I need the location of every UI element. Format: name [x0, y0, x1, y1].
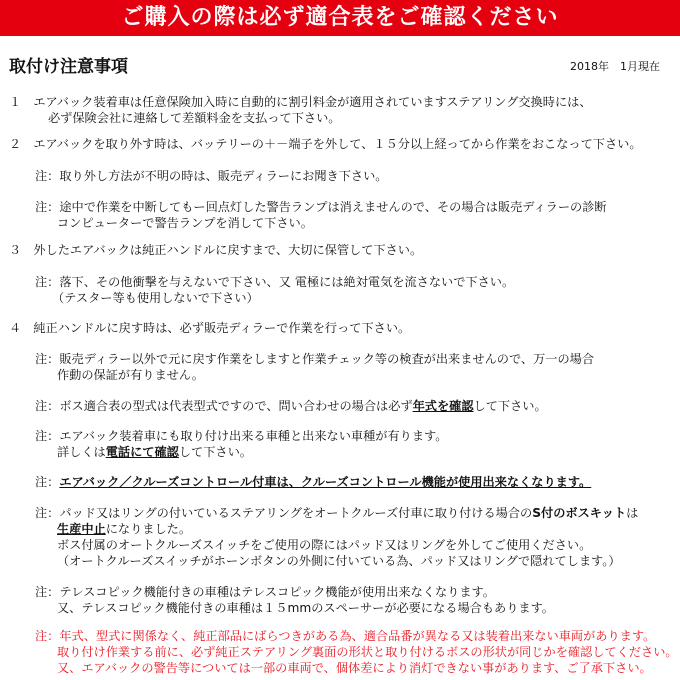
- item-3: ３ 外したエアバックは純正ハンドルに戻すまで、大切に保管して下さい。: [9, 243, 423, 257]
- item-2-note-1: 注：取り外し方法が不明の時は、販売ディラーにお聞き下さい。: [35, 169, 388, 183]
- note-text: になりました。: [105, 522, 192, 536]
- item-2: ２ エアバックを取り外す時は、バッテリーの＋－端子を外して、１５分以上経ってから作業をおこなって下さい。: [9, 137, 642, 151]
- item-4-note-6-line-2: 又、テレスコピック機能付きの車種は１５mmのスペーサーが必要になる場合もあります。: [57, 601, 554, 615]
- item-4-note-3-line-2: [57, 444, 252, 460]
- revision-date: 2018年 1月現在: [570, 60, 660, 73]
- note-text: 詳しくは: [57, 445, 106, 459]
- note-text: して下さい。: [473, 399, 547, 413]
- confirm-fitment-banner: ご購入の際は必ず適合表をご確認ください: [0, 0, 680, 36]
- item-3-note-line-1: 注：落下、その他衝撃を与えないで下さい、又 電極には絶対電気を流さないで下さい。: [35, 275, 515, 289]
- item-4: ４ 純正ハンドルに戻す時は、必ず販売ディラーで作業を行って下さい。: [9, 321, 411, 335]
- item-4-note-5-line-2: [57, 521, 191, 537]
- note-text: 注：パッド又はリングの付いているステアリングをオートクルーズ付車に取り付ける場合の: [35, 506, 533, 520]
- item-1-line-1: １ エアバック装着車は任意保険加入時に自動的に割引料金が適用されていますステアリング交換時には、: [9, 95, 592, 109]
- note-text: は: [626, 506, 639, 520]
- page-title: 取付け注意事項: [9, 57, 128, 77]
- item-4-note-4: [35, 474, 591, 490]
- note-text: 注：: [35, 475, 60, 489]
- note-text: 注：ボス適合表の型式は代表型式ですので、問い合わせの場合は必ず: [35, 399, 413, 413]
- item-4-note-6-line-1: 注：テレスコピック機能付きの車種はテレスコピック機能が使用出来なくなります。: [35, 585, 495, 599]
- red-caution-line-2: 取り付け作業する前に、必ず純正ステアリング裏面の形状と取り付けるボスの形状が同じかを確認してください。: [57, 645, 678, 659]
- item-4-note-1-line-1: 注：販売ディラー以外で元に戻す作業をしますと作業チェック等の検査が出来ませんので、万一の場合: [35, 352, 595, 366]
- item-2-note-2-line-1: 注：途中で作業を中断してもー回点灯した警告ランプは消えませんので、その場合は販売ディラーの診断: [35, 200, 607, 214]
- item-1-line-2: 必ず保険会社に連絡して差額料金を支払って下さい。: [48, 111, 341, 125]
- discontinued-emphasis: 生産中止: [57, 522, 106, 536]
- item-4-note-5-line-1: [35, 505, 638, 521]
- red-caution-line-1: 注：年式、型式に関係なく、純正部品にばらつきがある為、適合品番が異なる又は装着出来ない車両があります。: [35, 629, 656, 643]
- red-caution-line-3: 又、エアバックの警告等については一部の車両で、個体差により消灯できない事があります、ご了承下さい。: [57, 661, 652, 675]
- cruise-control-warning: エアバック／クルーズコントロール付車は、クルーズコントロール機能が使用出来なくなります。: [59, 475, 592, 489]
- item-4-note-5-line-3: ボス付属のオートクルーズスイッチをご使用の際にはパッド又はリングを外してご使用ください。: [57, 538, 592, 552]
- check-year-emphasis: 年式を確認: [412, 399, 474, 413]
- item-4-note-2: [35, 398, 547, 414]
- item-3-note-line-2: （テスター等も使用しないで下さい）: [52, 291, 259, 305]
- item-4-note-3-line-1: 注：エアバック装着車にも取り付け出来る車種と出来ない車種が有ります。: [35, 429, 448, 443]
- item-2-note-2-line-2: コンピューターで警告ランプを消して下さい。: [57, 216, 313, 230]
- note-text: して下さい。: [178, 445, 252, 459]
- phone-confirm-emphasis: 電話にて確認: [105, 445, 179, 459]
- item-4-note-1-line-2: 作動の保証が有りません。: [57, 368, 204, 382]
- item-4-note-5-line-4: （オートクルーズスイッチがホーンボタンの外側に付いている為、パッド又はリングで隠れてします。）: [57, 554, 621, 568]
- boss-kit-emphasis: S付のボスキット: [532, 506, 627, 520]
